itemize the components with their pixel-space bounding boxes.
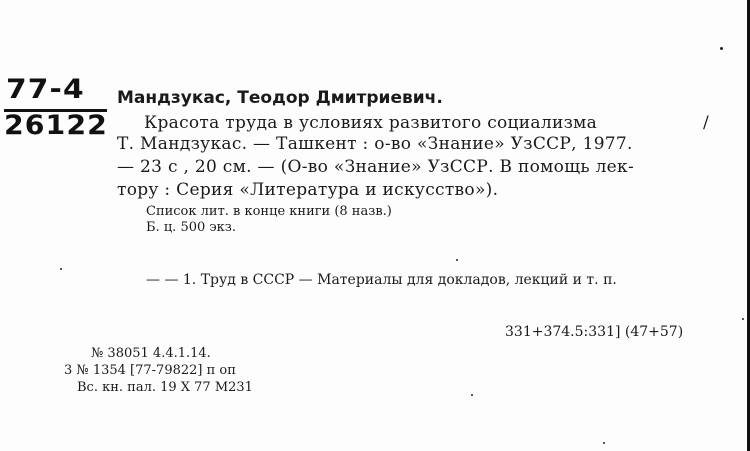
title-line-1: Красота труда в условиях развитого социализма xyxy=(144,113,598,133)
ink-speck xyxy=(720,47,723,50)
title-line-3: — 23 с , 20 см. — (О-во «Знание» УзССР. В помощь лек- xyxy=(117,157,635,177)
ink-speck xyxy=(471,394,473,396)
price-and-print-run: Б. ц. 500 экз. xyxy=(146,220,237,235)
title-line-4: тору : Серия «Литература и искусство»). xyxy=(117,180,499,200)
registration-line-1: № 38051 4.4.1.14. xyxy=(91,346,211,361)
title-slash: / xyxy=(703,113,710,133)
handwritten-inventory-number: 26122 xyxy=(4,110,108,141)
registration-line-3: Вс. кн. пал. 19 X 77 M231 xyxy=(77,380,253,395)
ink-speck xyxy=(742,318,744,320)
title-line-2: Т. Мандзукас. — Ташкент : о-во «Знание» УзССР, 1977. xyxy=(117,134,633,154)
classification-index: 331+374.5:331] (47+57) xyxy=(505,324,684,340)
subject-heading: — — 1. Труд в СССР — Материалы для докладов, лекций и т. п. xyxy=(146,272,617,288)
ink-speck xyxy=(603,442,605,444)
author-heading: Мандзукас, Теодор Дмитриевич. xyxy=(117,88,443,108)
ink-speck xyxy=(60,268,62,270)
ink-speck xyxy=(456,259,458,261)
registration-line-2: 3 № 1354 [77-79822] п оп xyxy=(64,363,236,378)
handwritten-shelf-mark: 77-4 xyxy=(6,74,85,105)
bibliography-note: Список лит. в конце книги (8 назв.) xyxy=(146,204,392,219)
